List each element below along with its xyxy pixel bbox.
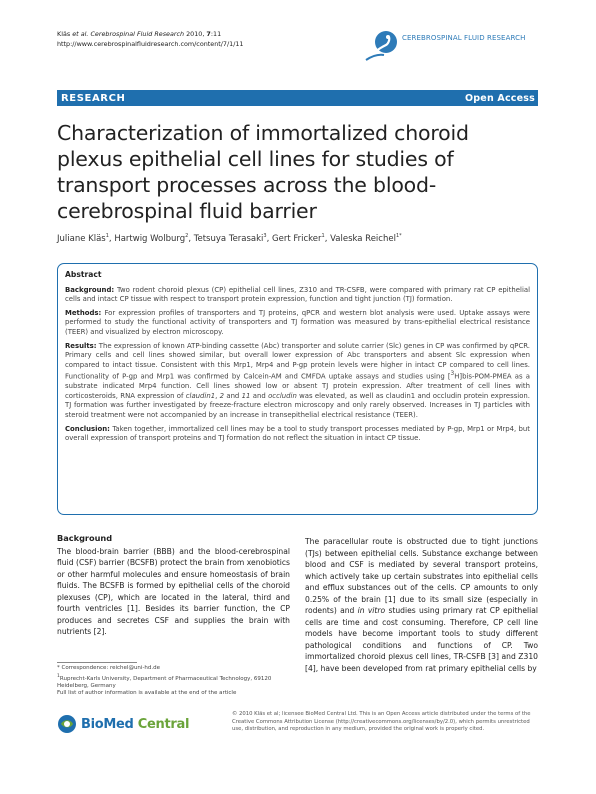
footnote-divider [57, 662, 137, 663]
author-list: Juliane Kläs$^1$, Hartwig Wolburg$^2$, Tetsuya Terasaki$^3$, Gert Fricker$^1$, Valeska Reichel$^{1*}$ [57, 233, 402, 244]
author: Juliane Kläs [57, 233, 106, 244]
background-heading: Background [57, 533, 113, 543]
affiliation: $^1$Ruprecht-Karls University, Department of Pharmaceutical Technology, 69120 Heidelberg, Germany [57, 673, 272, 689]
abstract-conclusion: Conclusion: Taken together, immortalized cell lines may be a tool to study transport processes mediated by P-gp, Mrp1 or Mrp4, but overall expression of transport proteins and TJ formation do not reflect the situation in intact CP tissue. [65, 424, 530, 443]
citation: Kläs et al. Cerebrospinal Fluid Research 2010, 7:11 [57, 30, 222, 38]
journal-logo-icon [364, 28, 400, 62]
author-info-note: Full list of author information is available at the end of the article [57, 690, 237, 697]
journal-name: CEREBROSPINAL FLUID RESEARCH [402, 34, 526, 42]
open-access-label: Open Access [465, 92, 535, 104]
body-column-right [305, 536, 538, 674]
abstract-heading: Abstract [65, 270, 102, 279]
correspondence: * Correspondence: reichel@uni-hd.de [57, 665, 161, 671]
abstract-box [57, 263, 538, 515]
article-url[interactable]: http://www.cerebrospinalfluidresearch.com/content/7/1/11 [57, 39, 244, 48]
article-title: Characterization of immortalized choroid plexus epithelial cell lines for studies of transport processes across the blood-cerebrospinal fluid barrier [57, 121, 469, 223]
publisher-name: BioMed Central [81, 716, 190, 732]
author: Gert Fricker [272, 233, 322, 244]
footnotes [57, 665, 290, 698]
author: Tetsuya Terasaki [193, 233, 264, 244]
author: Hartwig Wolburg [114, 233, 186, 244]
publisher-logo [57, 714, 189, 734]
biomed-central-icon [57, 714, 77, 734]
body-column-left [57, 533, 290, 638]
body-paragraph: The blood-brain barrier (BBB) and the blood-cerebrospinal fluid (CSF) barrier (BCSFB) protect the brain from xenobiotics or other harmful molecules and ensure homeostasis of brain fluids. The BCSFB is formed by epithelial cells of the choroid plexuses (CP), which are located in the lateral, third and fourth ventricles [1]. Besides its barrier function, the CP produces and secretes CSF and supplies the brain with nutrients [2]. [57, 546, 290, 636]
running-header [57, 30, 244, 49]
author: Valeska Reichel [330, 233, 396, 244]
license-text: © 2010 Kläs et al; licensee BioMed Central Ltd. This is an Open Access article distributed under the terms of the Creative Commons Attribution License (http://creativecommons.org/licenses/by/2.0), which permits unrestricted use, distribution, and reproduction in any medium, provided the original work is properly cited. [232, 711, 531, 733]
body-paragraph: The paracellular route is obstructed due to tight junctions (TJs) between epithelial cells. Substance exchange between blood and CSF is mediated by several transport proteins, which actively take up certain substrates into epithelial cells and efflux substances out of the cells. CP amounts to only 0.25% of the brain [1] due to its small size (especially in rodents) and in vitro studies using primary rat CP epithelial cells are time and cost consuming. Therefore, CP cell line models have become important tools to study different pathological conditions and functions of CP. Two immortalized choroid plexus cell lines, TR-CSFB [3] and Z310 [4], have been developed from rat primary epithelial cells by [305, 537, 538, 673]
abstract-background: Background: Two rodent choroid plexus (CP) epithelial cell lines, Z310 and TR-CSFB, were compared with primary rat CP epithelial cells and intact CP tissue with respect to transport protein expression, function and tight junction (TJ) formation. [65, 285, 530, 304]
section-banner [57, 90, 538, 106]
section-label: RESEARCH [61, 92, 126, 104]
abstract-results: Results: The expression of known ATP-binding cassette (Abc) transporter and solute carrier (Slc) genes in CP was confirmed by qPCR. Primary cells and cell lines showed similar, but overall lower expression of Abc transporters and absent Slc expression when compared to intact tissue. Consistent with this Mrp1, Mrp4 and P-gp protein levels were higher in intact CP compared to cell lines. Functionality of P-gp and Mrp1 was confirmed by Calcein-AM and CMFDA uptake assays and studies using [$^3$H]bis-POM-PMEA as a substrate indicated Mrp4 function. Cell lines showed low or absent TJ protein expression. After treatment of cell lines with corticosteroids, RNA expression of claudin1, 2 and 11 and occludin was elevated, as well as claudin1 and occludin protein expression. TJ formation was further investigated by freeze-fracture electron microscopy and only rarely observed. Increases in TJ particles with steroid treatment were not accompanied by an increase in transepithelial electrical resistance (TEER). [65, 341, 530, 420]
abstract-methods: Methods: For expression profiles of transporters and TJ proteins, qPCR and western blot analysis were used. Uptake assays were performed to study the functional activity of transporters and TJ formation was measured by trans-epithelial electrical resistance (TEER) and visualized by electron microscopy. [65, 308, 530, 336]
